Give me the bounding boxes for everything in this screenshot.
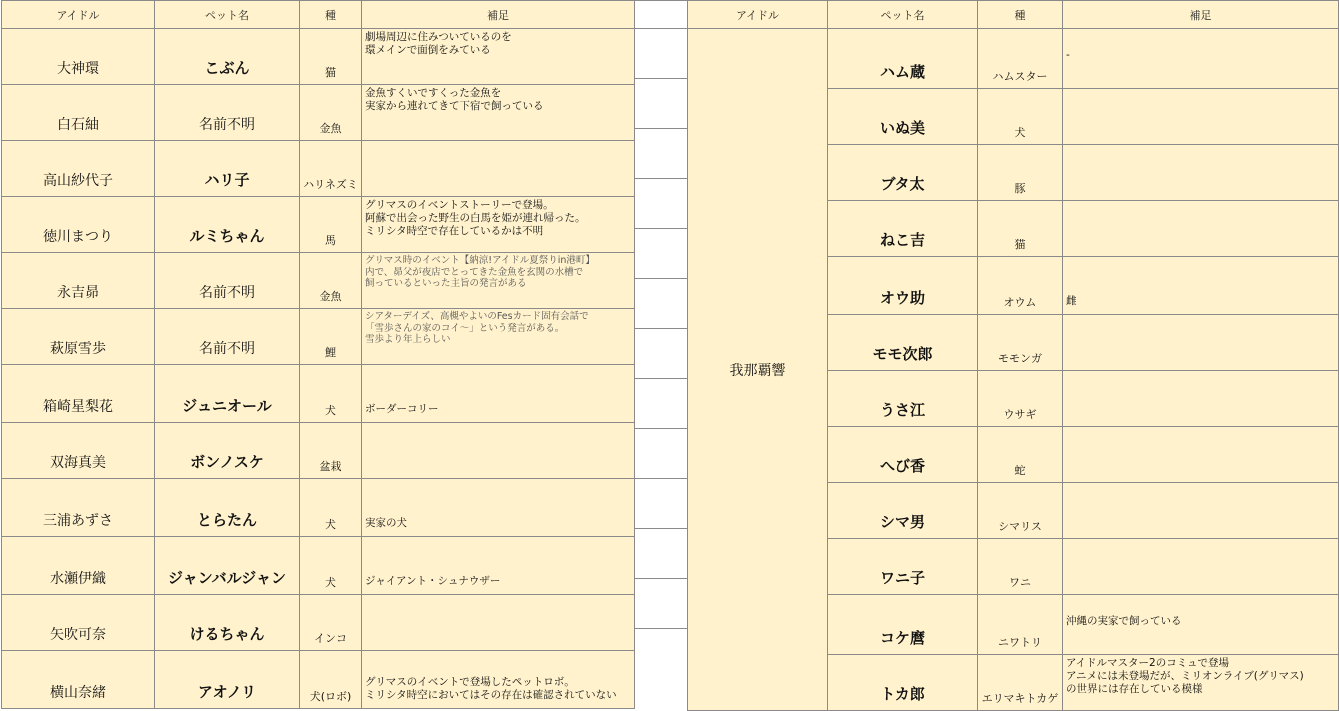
blank-row — [635, 479, 688, 529]
note-cell[interactable] — [362, 537, 635, 595]
note-line: グリマスのイベントで登場したペットロボ。 — [365, 676, 575, 688]
species-cell[interactable]: エリマキトカゲ — [978, 655, 1063, 711]
blank-row — [635, 79, 688, 129]
species-cell[interactable]: ウサギ — [978, 371, 1063, 427]
pet-name-cell[interactable]: ハム蔵 — [828, 29, 978, 89]
idol-cell[interactable]: 双海真美 — [2, 423, 155, 479]
note-line: ミリシタ時空においてはその存在は確認されていない — [365, 689, 617, 701]
idol-cell[interactable]: 高山紗代子 — [2, 141, 155, 197]
blank-row — [635, 129, 688, 179]
idol-cell[interactable]: 三浦あずさ — [2, 479, 155, 537]
pet-name-cell[interactable]: ルミちゃん — [155, 197, 300, 253]
note-cell[interactable] — [362, 423, 635, 479]
note-line: 内で、昴父が夜店でとってきた金魚を玄関の水槽で — [365, 266, 584, 278]
table-row — [2, 651, 635, 709]
species-cell[interactable]: 馬 — [300, 197, 362, 253]
note-line: 劇場周辺に住みついているのを — [365, 31, 512, 43]
blank-cell[interactable] — [635, 379, 688, 429]
note-line: 雪歩より年上らしい — [365, 334, 451, 345]
note-cell[interactable] — [1063, 655, 1339, 711]
note-line: 沖縄の実家で飼っている — [1066, 615, 1182, 627]
blank-row — [635, 29, 688, 79]
idol-cell[interactable]: 萩原雪歩 — [2, 309, 155, 365]
pet-name-cell[interactable]: ブタ太 — [828, 145, 978, 201]
table-row — [2, 595, 635, 651]
pet-name-cell[interactable]: うさ江 — [828, 371, 978, 427]
blank-cell[interactable] — [635, 579, 688, 629]
note-cell[interactable] — [362, 479, 635, 537]
note-cell[interactable] — [1063, 201, 1339, 257]
blank-header-cell[interactable] — [635, 1, 688, 29]
blank-cell[interactable] — [635, 429, 688, 479]
species-cell[interactable]: 犬(ロボ) — [300, 651, 362, 709]
blank-row — [635, 279, 688, 329]
note-cell[interactable] — [1063, 257, 1339, 315]
pet-name-cell[interactable]: 名前不明 — [155, 253, 300, 309]
note-cell[interactable] — [362, 85, 635, 141]
blank-cell[interactable] — [635, 229, 688, 279]
note-line: アイドルマスター2のコミュで登場 — [1066, 657, 1230, 669]
note-line: 雌 — [1066, 295, 1077, 307]
species-cell[interactable]: オウム — [978, 257, 1063, 315]
idol-cell[interactable]: 大神環 — [2, 29, 155, 85]
blank-column — [634, 0, 688, 629]
species-cell[interactable]: 盆栽 — [300, 423, 362, 479]
idol-cell[interactable]: 箱崎星梨花 — [2, 365, 155, 423]
table-row — [2, 29, 635, 85]
species-cell[interactable]: シマリス — [978, 483, 1063, 539]
pet-name-cell[interactable]: いぬ美 — [828, 89, 978, 145]
table-row — [2, 85, 635, 141]
species-cell[interactable]: ハリネズミ — [300, 141, 362, 197]
note-cell[interactable] — [362, 253, 635, 309]
header-species[interactable]: 種 — [300, 1, 362, 29]
note-cell[interactable] — [1063, 315, 1339, 371]
pet-name-cell[interactable]: モモ次郎 — [828, 315, 978, 371]
note-line: グリマスのイベントストーリーで登場。 — [365, 199, 554, 211]
species-cell[interactable]: 金魚 — [300, 253, 362, 309]
note-line: シアターデイズ、高槻やよいのFesカード固有会話で — [365, 311, 589, 322]
species-cell[interactable]: 猫 — [300, 29, 362, 85]
right-pet-table — [687, 0, 1339, 711]
idol-cell[interactable]: 白石紬 — [2, 85, 155, 141]
blank-cell[interactable] — [635, 29, 688, 79]
note-cell[interactable] — [362, 141, 635, 197]
pet-name-cell[interactable]: 名前不明 — [155, 309, 300, 365]
pet-name-cell[interactable]: こぶん — [155, 29, 300, 85]
note-cell[interactable] — [1063, 89, 1339, 145]
blank-cell[interactable] — [635, 79, 688, 129]
table-row — [2, 423, 635, 479]
note-cell[interactable] — [362, 309, 635, 365]
blank-row — [635, 379, 688, 429]
species-cell[interactable]: 犬 — [978, 89, 1063, 145]
note-line: ジャイアント・シュナウザー — [365, 575, 501, 587]
species-cell[interactable]: インコ — [300, 595, 362, 651]
pet-name-cell[interactable]: ハリ子 — [155, 141, 300, 197]
pet-name-cell[interactable]: 名前不明 — [155, 85, 300, 141]
note-cell[interactable] — [1063, 145, 1339, 201]
merged-idol-cell[interactable]: 我那覇響 — [688, 29, 828, 711]
note-cell[interactable] — [362, 29, 635, 85]
note-line: 飼っているといった主旨の発言がある — [365, 278, 527, 289]
pet-name-cell[interactable]: コケ麿 — [828, 595, 978, 655]
blank-cell[interactable] — [635, 279, 688, 329]
idol-cell[interactable]: 横山奈緒 — [2, 651, 155, 709]
note-line: 「雪歩さんの家のコイ～」という発言がある。 — [365, 322, 565, 334]
note-cell[interactable] — [1063, 371, 1339, 427]
header-row — [2, 1, 635, 29]
pet-name-cell[interactable]: ジャンバルジャン — [155, 537, 300, 595]
note-cell[interactable] — [362, 365, 635, 423]
header-note[interactable]: 補足 — [1063, 1, 1339, 29]
note-cell[interactable] — [1063, 29, 1339, 89]
note-cell[interactable] — [1063, 427, 1339, 483]
pet-name-cell[interactable]: ジュニオール — [155, 365, 300, 423]
blank-cell[interactable] — [635, 329, 688, 379]
pet-name-cell[interactable]: とらたん — [155, 479, 300, 537]
note-line: 実家から連れてきて下宿で飼っている — [365, 100, 544, 112]
note-cell[interactable] — [362, 595, 635, 651]
note-line: 阿蘇で出会った野生の白馬を姫が連れ帰った。 — [365, 212, 586, 224]
note-line: ミリシタ時空で存在しているかは不明 — [365, 225, 544, 237]
idol-cell[interactable]: 水瀬伊織 — [2, 537, 155, 595]
table-row — [2, 537, 635, 595]
header-idol[interactable]: アイドル — [2, 1, 155, 29]
note-cell[interactable] — [1063, 483, 1339, 539]
pet-name-cell[interactable]: オウ助 — [828, 257, 978, 315]
species-cell[interactable]: 犬 — [300, 479, 362, 537]
note-cell[interactable] — [362, 197, 635, 253]
left-pet-table — [1, 0, 635, 709]
table-row — [2, 197, 635, 253]
species-cell[interactable]: 蛇 — [978, 427, 1063, 483]
header-idol[interactable]: アイドル — [688, 1, 828, 29]
blank-row — [635, 529, 688, 579]
species-cell[interactable]: ハムスター — [978, 29, 1063, 89]
blank-row — [635, 579, 688, 629]
idol-cell[interactable]: 矢吹可奈 — [2, 595, 155, 651]
species-cell[interactable]: 猫 — [978, 201, 1063, 257]
blank-row — [635, 179, 688, 229]
blank-cell[interactable] — [635, 479, 688, 529]
header-pet-name[interactable]: ペット名 — [155, 1, 300, 29]
pet-name-cell[interactable]: けるちゃん — [155, 595, 300, 651]
pet-name-cell[interactable]: アオノリ — [155, 651, 300, 709]
species-cell[interactable]: ニワトリ — [978, 595, 1063, 655]
pet-name-cell[interactable]: ワニ子 — [828, 539, 978, 595]
table-row — [2, 253, 635, 309]
note-line: の世界には存在している模様 — [1066, 683, 1203, 695]
table-row — [688, 29, 1339, 89]
note-line: アニメには未登場だが、ミリオンライブ(グリマス) — [1066, 670, 1304, 682]
note-cell[interactable] — [1063, 595, 1339, 655]
note-line: 金魚すくいですくった金魚を — [365, 87, 502, 99]
species-cell[interactable]: 豚 — [978, 145, 1063, 201]
header-pet-name[interactable]: ペット名 — [828, 1, 978, 29]
species-cell[interactable]: 鯉 — [300, 309, 362, 365]
pet-name-cell[interactable]: シマ男 — [828, 483, 978, 539]
idol-cell[interactable]: 徳川まつり — [2, 197, 155, 253]
idol-cell[interactable]: 永吉昴 — [2, 253, 155, 309]
note-cell[interactable] — [362, 651, 635, 709]
table-row — [2, 141, 635, 197]
blank-cell[interactable] — [635, 179, 688, 229]
note-cell[interactable] — [1063, 539, 1339, 595]
table-row — [2, 309, 635, 365]
table-row — [2, 365, 635, 423]
pet-name-cell[interactable]: ボンノスケ — [155, 423, 300, 479]
blank-row — [635, 329, 688, 379]
blank-row — [635, 229, 688, 279]
species-cell[interactable]: ワニ — [978, 539, 1063, 595]
note-line: ボーダーコリー — [365, 403, 439, 415]
pet-name-cell[interactable]: トカ郎 — [828, 655, 978, 711]
note-line: - — [1066, 49, 1070, 61]
header-row — [688, 1, 1339, 29]
species-cell[interactable]: 金魚 — [300, 85, 362, 141]
pet-name-cell[interactable]: ねこ吉 — [828, 201, 978, 257]
header-species[interactable]: 種 — [978, 1, 1063, 29]
note-line: 環メインで面倒をみている — [365, 44, 491, 56]
table-row — [2, 479, 635, 537]
blank-row — [635, 429, 688, 479]
species-cell[interactable]: モモンガ — [978, 315, 1063, 371]
blank-cell[interactable] — [635, 129, 688, 179]
header-note[interactable]: 補足 — [362, 1, 635, 29]
blank-cell[interactable] — [635, 529, 688, 579]
note-line: グリマス時のイベント【納涼!アイドル夏祭りin港町】 — [365, 255, 595, 266]
pet-name-cell[interactable]: へび香 — [828, 427, 978, 483]
species-cell[interactable]: 犬 — [300, 365, 362, 423]
species-cell[interactable]: 犬 — [300, 537, 362, 595]
note-line: 実家の犬 — [365, 517, 407, 529]
